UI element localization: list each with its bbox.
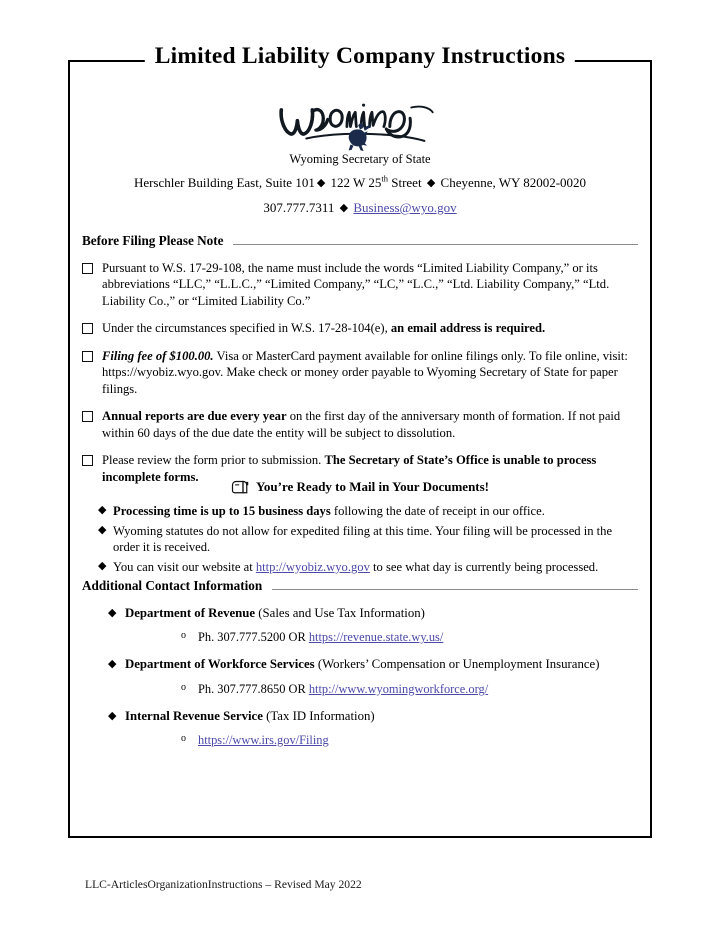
checkbox-3[interactable] bbox=[82, 351, 93, 362]
body-text: to see what day is currently being processed. bbox=[369, 559, 599, 574]
contact-group-title bbox=[125, 656, 599, 673]
processing-note-text bbox=[113, 503, 638, 520]
contact-sub-item-text bbox=[198, 629, 443, 645]
diamond-bullet-icon: ◆ bbox=[108, 709, 117, 722]
emphasis-text: Filing fee of $100.00. bbox=[102, 348, 214, 363]
diamond-bullet-icon: ◆ bbox=[98, 504, 107, 516]
additional-contact-heading-label: Additional Contact Information bbox=[82, 578, 263, 593]
circle-bullet-icon: o bbox=[181, 630, 186, 642]
external-link[interactable]: https://revenue.state.wy.us/ bbox=[308, 630, 444, 645]
external-link[interactable]: https://www.irs.gov/Filing bbox=[198, 733, 329, 748]
contact-group bbox=[108, 656, 638, 696]
before-filing-checklist bbox=[82, 260, 638, 485]
diamond-bullet-icon: ◆ bbox=[108, 658, 117, 671]
body-text: Ph. 307.777.8650 OR bbox=[198, 681, 309, 696]
checklist-item bbox=[82, 348, 638, 397]
document-footer: LLC-ArticlesOrganizationInstructions – Revised May 2022 bbox=[85, 878, 362, 891]
body-text: Ph. 307.777.5200 OR bbox=[198, 630, 309, 645]
contact-group-header bbox=[108, 708, 638, 725]
street-ordinal-suffix: th bbox=[381, 173, 388, 184]
ready-banner bbox=[82, 463, 638, 495]
checkbox-2[interactable] bbox=[82, 323, 93, 334]
wyoming-script-logo bbox=[270, 92, 450, 154]
contact-sub-item bbox=[181, 681, 638, 697]
circle-bullet-icon: o bbox=[181, 733, 186, 745]
address-street-1: Herschler Building East, Suite 101 bbox=[133, 175, 315, 190]
address-city-state-zip: Cheyenne, WY 82002-0020 bbox=[440, 175, 587, 190]
checklist-item-text bbox=[102, 320, 638, 336]
additional-contact-heading bbox=[82, 578, 638, 594]
processing-note-text bbox=[113, 523, 638, 556]
checklist-item bbox=[82, 260, 638, 309]
contact-agency-name: Department of Workforce Services bbox=[125, 657, 315, 672]
additional-contact-section bbox=[82, 578, 638, 748]
street-word: Street bbox=[387, 175, 422, 190]
diamond-bullet-icon: ◆ bbox=[98, 523, 107, 536]
contact-group-header bbox=[108, 656, 638, 673]
contact-sub-item bbox=[181, 732, 638, 748]
diamond-bullet-icon: ◆ bbox=[98, 559, 107, 572]
contact-line bbox=[68, 200, 652, 216]
checkbox-1[interactable] bbox=[82, 263, 93, 274]
checkbox-4[interactable] bbox=[82, 411, 93, 422]
emphasis-text: The Secretary of State’s Office is unable to process incomplete forms. bbox=[102, 453, 597, 484]
page-title: Limited Liability Company Instructions bbox=[145, 44, 575, 69]
contact-agency-name: Department of Revenue bbox=[125, 606, 256, 620]
contact-agency-descriptor: (Tax ID Information) bbox=[262, 708, 375, 723]
contact-agency-descriptor: (Sales and Use Tax Information) bbox=[255, 606, 425, 620]
contact-agency-descriptor: (Workers’ Compensation or Unemployment Insurance) bbox=[314, 657, 600, 672]
ready-banner-text: You’re Ready to Mail in Your Documents! bbox=[255, 479, 490, 494]
bucking-horse-icon bbox=[349, 123, 371, 151]
body-text: Under the circumstances specified in W.S. 17-28-104(e), bbox=[102, 321, 391, 336]
body-text: You can visit our website at bbox=[113, 559, 256, 574]
diamond-separator-icon-3: ◆ bbox=[339, 202, 349, 214]
contact-sub-item bbox=[181, 629, 638, 645]
letterhead bbox=[68, 92, 652, 216]
external-link[interactable]: http://www.wyomingworkforce.org/ bbox=[308, 681, 489, 696]
external-link[interactable]: http://wyobiz.wyo.gov bbox=[255, 559, 370, 574]
phone-number: 307.777.7311 bbox=[263, 200, 335, 215]
diamond-separator-icon: ◆ bbox=[316, 177, 326, 189]
contact-groups bbox=[108, 605, 638, 748]
before-filing-section bbox=[82, 233, 638, 485]
processing-note-text bbox=[113, 559, 638, 576]
checklist-item-text bbox=[102, 348, 638, 397]
circle-bullet-icon: o bbox=[181, 681, 186, 693]
emphasis-text: Processing time is up to 15 business days bbox=[113, 504, 331, 518]
heading-rule-2 bbox=[272, 589, 638, 590]
processing-note-item bbox=[98, 503, 638, 520]
email-link[interactable]: Business@wyo.gov bbox=[353, 200, 457, 215]
contact-group-header bbox=[108, 605, 638, 622]
contact-group bbox=[108, 605, 638, 645]
diamond-bullet-icon: ◆ bbox=[108, 607, 117, 619]
checklist-item-text bbox=[102, 260, 638, 309]
processing-note-item bbox=[98, 523, 638, 556]
checklist-item bbox=[82, 408, 638, 441]
body-text: following the date of receipt in our office. bbox=[330, 504, 545, 518]
contact-sub-item-text bbox=[198, 732, 329, 748]
heading-rule bbox=[233, 244, 638, 245]
contact-group-title bbox=[125, 605, 425, 622]
address-line bbox=[68, 175, 652, 191]
processing-note-item bbox=[98, 559, 638, 576]
checklist-item bbox=[82, 320, 638, 336]
contact-group bbox=[108, 708, 638, 748]
emphasis-text: Annual reports are due every year bbox=[102, 409, 287, 424]
processing-notes-section bbox=[98, 500, 638, 575]
body-text: Please review the form prior to submission. bbox=[102, 453, 325, 468]
before-filing-heading bbox=[82, 233, 638, 249]
agency-name: Wyoming Secretary of State bbox=[289, 152, 431, 166]
body-text: on the first day of the anniversary month of formation. If not paid within 60 days of the due date the entity will be subject to dissolution. bbox=[102, 409, 621, 440]
body-text: Pursuant to W.S. 17-29-108, the name must include the words “Limited Liability Company,” or its abbreviations “LLC,” “L.L.C.,” “Limited Company,” “LC,” “L.C.,” “Ltd. Liability Company,” “Ltd. Liability Co.,” or “Limited Liability Co.” bbox=[102, 261, 610, 308]
checklist-item-text bbox=[102, 408, 638, 441]
mailbox-icon bbox=[231, 480, 249, 495]
contact-group-title bbox=[125, 708, 375, 725]
diamond-separator-icon-2: ◆ bbox=[426, 177, 436, 189]
before-filing-heading-label: Before Filing Please Note bbox=[82, 233, 224, 248]
contact-sub-item-text bbox=[198, 681, 488, 697]
body-text: Wyoming statutes do not allow for expedited filing at this time. Your filing will be processed in the order it is received. bbox=[113, 523, 613, 555]
emphasis-text: an email address is required. bbox=[390, 321, 546, 336]
address-street-2: 122 W 25 bbox=[330, 175, 382, 190]
processing-notes-list bbox=[98, 503, 638, 575]
contact-agency-name: Internal Revenue Service bbox=[125, 708, 263, 723]
body-text: Visa or MasterCard payment available for online filings only. To file online, visit: https://wyobiz.wyo.gov. Make check or money order payable to Wyoming Secretary of State for paper filings. bbox=[102, 348, 628, 396]
